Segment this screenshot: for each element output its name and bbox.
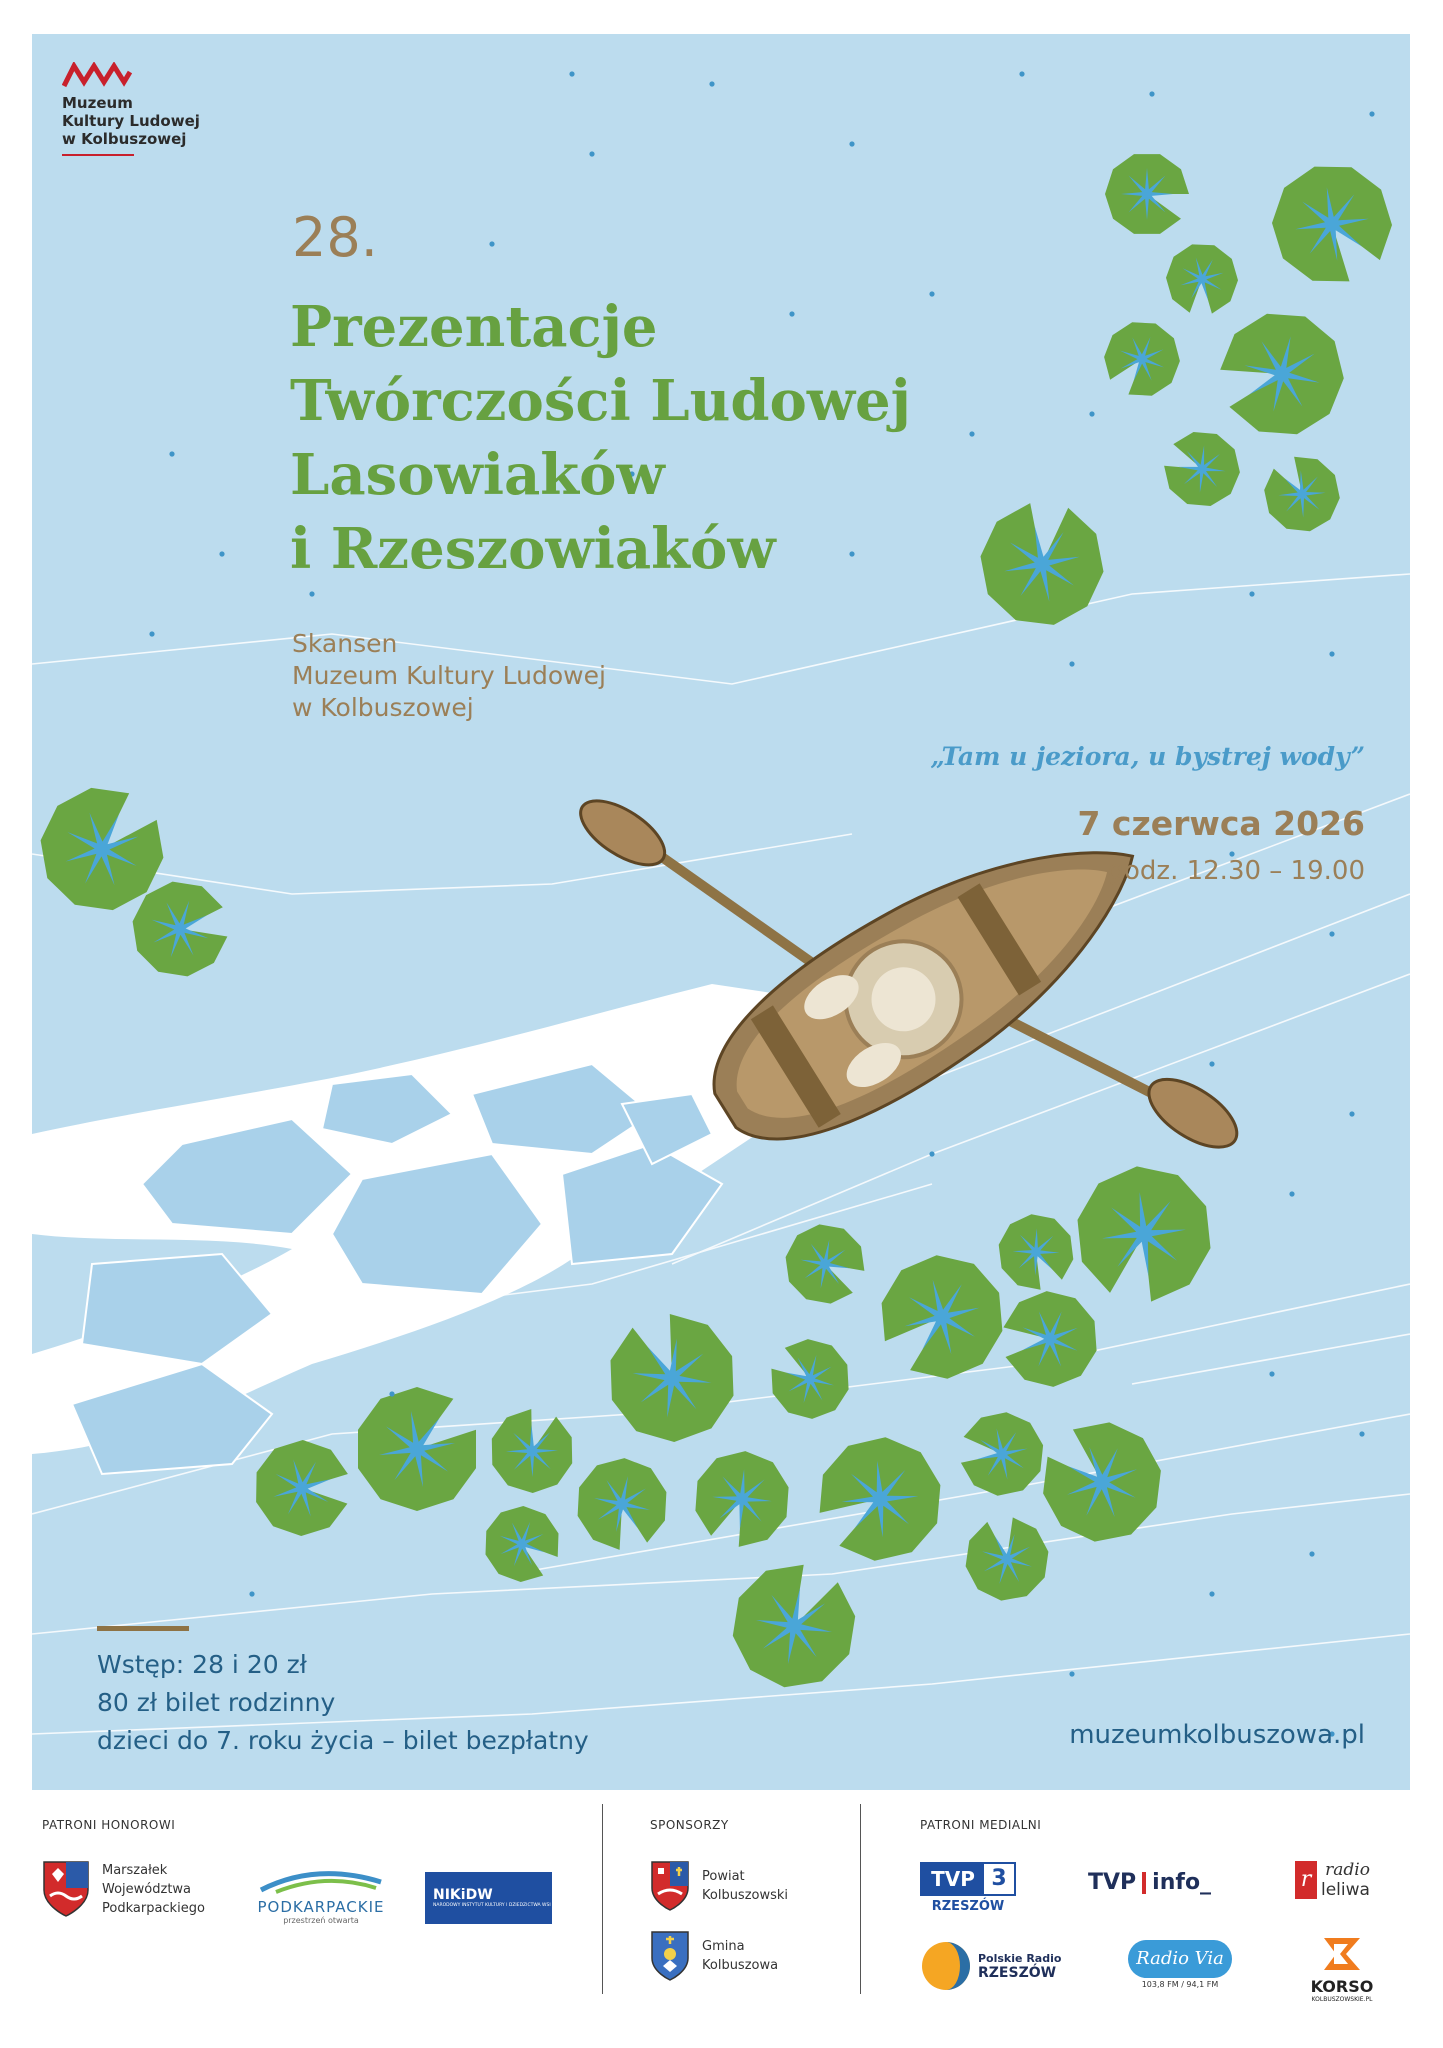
- media-radio-leliwa[interactable]: [1295, 1860, 1370, 1900]
- water-speck: [1269, 1371, 1274, 1376]
- water-speck: [1069, 1671, 1074, 1676]
- water-speck: [309, 591, 314, 596]
- event-title: [290, 290, 911, 586]
- water-speck: [929, 291, 934, 296]
- venue: [292, 628, 606, 724]
- sponsor-gmina-kolbuszowa[interactable]: [650, 1930, 778, 1982]
- ticket-prices: [97, 1646, 589, 1760]
- lily-pad: [695, 1451, 788, 1547]
- water-speck: [1369, 111, 1374, 116]
- lily-pad: [1078, 1166, 1211, 1301]
- gmina-line-1: Gmina: [702, 1939, 745, 1954]
- tvp3-city: RZESZÓW: [931, 1899, 1005, 1914]
- lily-pad: [786, 1224, 865, 1303]
- radio-leliwa-label-2: leliwa: [1321, 1880, 1370, 1900]
- lily-pad: [981, 503, 1104, 625]
- korso-site: KOLBUSZOWSKIE.PL: [1311, 1996, 1373, 2003]
- media-polskie-radio-rzeszow[interactable]: [920, 1940, 1061, 1992]
- ticket-line-3: dzieci do 7. roku życia – bilet bezpłatny: [97, 1726, 589, 1755]
- footer-divider-2: [860, 1804, 861, 1994]
- lily-pad: [1105, 154, 1189, 234]
- polskie-radio-label-2: RZESZÓW: [978, 1964, 1057, 1981]
- gmina-line-2: Kolbuszowa: [702, 1958, 779, 1973]
- title-line-3: Lasowiaków: [290, 442, 665, 508]
- water-speck: [1289, 1191, 1294, 1196]
- korso-logo-icon: [1320, 1934, 1364, 1974]
- honorary-patrons-label: PATRONI HONOROWI: [42, 1818, 176, 1832]
- title-line-2: Twórczości Ludowej: [290, 368, 911, 434]
- podkarpackie-name: PODKARPACKIE: [257, 1898, 385, 1916]
- water-speck: [1149, 91, 1154, 96]
- lily-pad: [1003, 1291, 1096, 1387]
- korso-label: KORSO: [1310, 1977, 1374, 1996]
- water-speck: [569, 71, 574, 76]
- lily-pad: [1166, 244, 1238, 313]
- water-speck: [969, 431, 974, 436]
- water-speck: [1209, 1591, 1214, 1596]
- tvp3-label: TVP: [922, 1864, 984, 1894]
- media-patrons-label: PATRONI MEDIALNI: [920, 1818, 1042, 1832]
- event-motto: „Tam u jeziora, u bystrej wody”: [930, 742, 1365, 771]
- lily-pad: [486, 1506, 559, 1582]
- lily-pad: [1264, 457, 1340, 531]
- footer-partners: [0, 1790, 1443, 2048]
- water-speck: [849, 141, 854, 146]
- polskie-radio-logo-icon: [920, 1940, 972, 1992]
- water-speck: [929, 1151, 934, 1156]
- lily-pad: [1043, 1422, 1161, 1541]
- nikidw-name: NIKiDW: [433, 1887, 493, 1903]
- water-speck: [1329, 651, 1334, 656]
- nikidw-tagline: NARODOWY INSTYTUT KULTURY I DZIEDZICTWA WSI: [433, 1903, 551, 1908]
- water-speck: [1069, 661, 1074, 666]
- ticket-line-1: Wstęp: 28 i 20 zł: [97, 1650, 307, 1679]
- lily-pad: [492, 1409, 572, 1493]
- logo-text-line-3: w Kolbuszowej: [62, 130, 187, 148]
- water-speck: [1019, 71, 1024, 76]
- lily-pad: [133, 882, 228, 977]
- water-speck: [249, 1591, 254, 1596]
- poster: [32, 34, 1410, 1790]
- logo-text-line-1: Muzeum: [62, 94, 133, 112]
- media-radio-via[interactable]: [1128, 1940, 1232, 1989]
- lily-pad: [1164, 432, 1240, 506]
- lily-pad: [771, 1339, 848, 1419]
- water-speck: [589, 151, 594, 156]
- powiat-line-1: Powiat: [702, 1869, 745, 1884]
- podkarpackie-logo-icon: [256, 1868, 386, 1894]
- polskie-radio-label-1: Polskie Radio: [978, 1951, 1062, 1965]
- venue-line-2: Muzeum Kultury Ludowej: [292, 661, 606, 690]
- water-speck: [389, 1391, 394, 1396]
- water-speck: [1309, 1551, 1314, 1556]
- marszalek-line-2: Województwa: [102, 1881, 192, 1897]
- water-speck: [169, 451, 174, 456]
- water-speck: [1089, 411, 1094, 416]
- podkarpackie-coat-of-arms-icon: [42, 1860, 90, 1918]
- water-speck: [1209, 1061, 1214, 1066]
- radio-via-frequency: 103,8 FM / 94,1 FM: [1141, 1980, 1219, 1989]
- title-line-1: Prezentacje: [290, 294, 658, 360]
- podkarpackie-tagline: przestrzeń otwarta: [283, 1916, 359, 1925]
- media-korso-kolbuszowskie[interactable]: [1300, 1934, 1384, 2003]
- tvp-info-label-1: TVP: [1088, 1870, 1137, 1895]
- radio-leliwa-label-1: radio: [1325, 1860, 1370, 1880]
- radio-via-label: Radio Via: [1128, 1940, 1232, 1978]
- water-speck: [149, 631, 154, 636]
- water-speck: [219, 551, 224, 556]
- powiat-coat-of-arms-icon: [650, 1860, 690, 1912]
- lily-pad: [966, 1517, 1049, 1600]
- water-speck: [1359, 1431, 1364, 1436]
- lily-pad: [611, 1314, 734, 1442]
- museum-logo-mark: [62, 62, 132, 88]
- patron-nikidw[interactable]: [425, 1872, 552, 1924]
- marszalek-line-3: Podkarpackiego: [102, 1900, 205, 1916]
- radio-leliwa-mark-icon: r: [1295, 1861, 1317, 1899]
- title-line-4: i Rzeszowiaków: [290, 516, 776, 582]
- media-tvp3-rzeszow[interactable]: [920, 1862, 1016, 1914]
- water-speck: [709, 81, 714, 86]
- powiat-line-2: Kolbuszowski: [702, 1888, 789, 1903]
- lily-pad: [256, 1440, 348, 1536]
- price-divider: [97, 1626, 189, 1631]
- lily-pad: [1104, 322, 1180, 395]
- water-speck: [489, 241, 494, 246]
- patron-marszalek[interactable]: [42, 1860, 205, 1918]
- logo-underline: [62, 154, 134, 156]
- website-link[interactable]: muzeumkolbuszowa.pl: [1069, 1720, 1365, 1750]
- tvp3-number: 3: [984, 1864, 1014, 1894]
- sponsors-label: SPONSORZY: [650, 1818, 729, 1832]
- museum-logo[interactable]: [62, 62, 200, 156]
- venue-line-1: Skansen: [292, 629, 398, 658]
- water-speck: [1329, 931, 1334, 936]
- patron-podkarpackie[interactable]: [250, 1868, 392, 1925]
- gmina-coat-of-arms-icon: [650, 1930, 690, 1982]
- edition-number: 28.: [292, 206, 378, 269]
- event-hours: godz. 12.30 – 19.00: [1107, 856, 1365, 886]
- lily-pad: [961, 1412, 1043, 1496]
- logo-text-line-2: Kultury Ludowej: [62, 112, 200, 130]
- event-date: 7 czerwca 2026: [1077, 804, 1365, 843]
- sponsor-powiat-kolbuszowski[interactable]: [650, 1860, 788, 1912]
- footer-divider-1: [602, 1804, 603, 1994]
- ticket-line-2: 80 zł bilet rodzinny: [97, 1688, 336, 1717]
- media-tvp-info[interactable]: [1088, 1870, 1211, 1895]
- lily-pad: [1220, 314, 1344, 434]
- water-speck: [1349, 1111, 1354, 1116]
- lily-pad: [41, 788, 164, 910]
- lily-pad: [733, 1565, 855, 1687]
- lily-pad: [820, 1437, 941, 1561]
- tvp-info-label-2: info_: [1152, 1870, 1212, 1895]
- lily-pad: [999, 1214, 1074, 1289]
- lily-pad: [358, 1387, 476, 1511]
- venue-line-3: w Kolbuszowej: [292, 693, 474, 722]
- lily-pad: [882, 1255, 1003, 1379]
- lily-pad: [1272, 167, 1392, 282]
- water-speck: [1249, 591, 1254, 596]
- tvp-info-separator: [1142, 1872, 1146, 1894]
- lily-pad: [578, 1458, 667, 1550]
- marszalek-line-1: Marszałek: [102, 1862, 168, 1878]
